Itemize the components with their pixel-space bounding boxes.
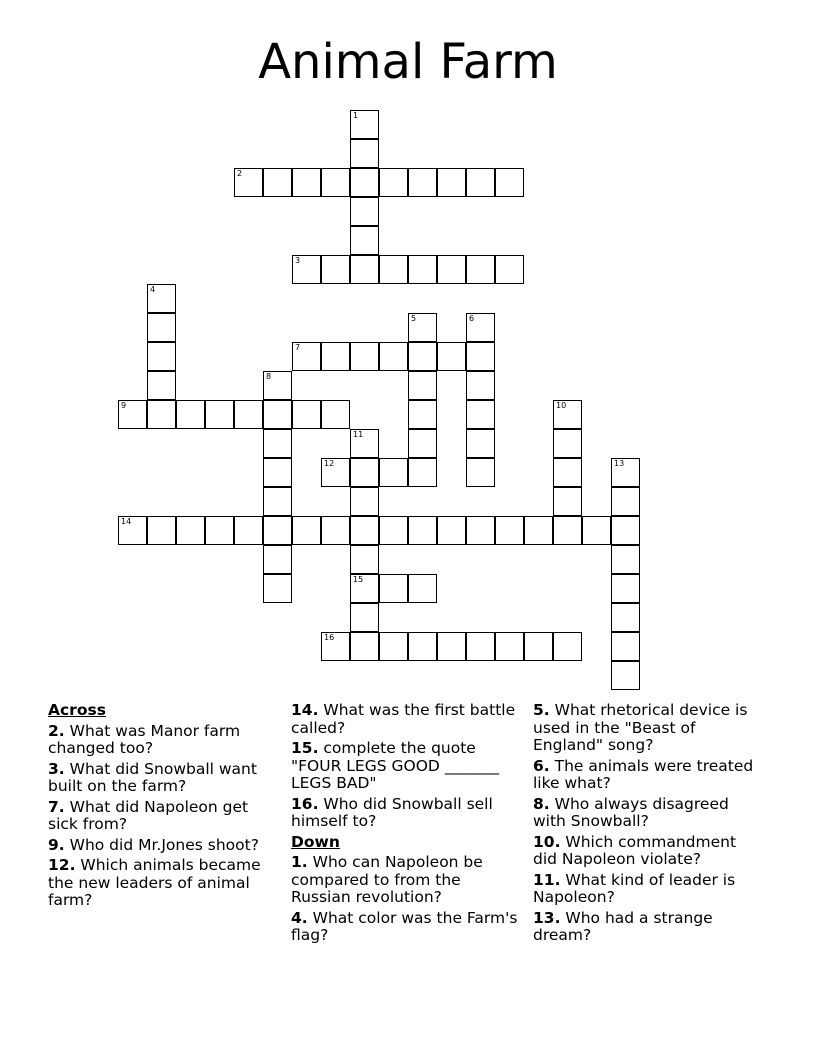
clue-text: Who always disagreed with Snowball?: [533, 794, 729, 830]
grid-cell[interactable]: [611, 545, 640, 574]
clue-item: [533, 834, 755, 869]
grid-cell[interactable]: [611, 632, 640, 661]
clue-number: 16: [324, 633, 335, 642]
clue-text: What kind of leader is Napoleon?: [533, 870, 736, 906]
grid-cell[interactable]: [292, 168, 321, 197]
grid-cell[interactable]: [408, 574, 437, 603]
grid-cell[interactable]: [118, 400, 147, 429]
clue-text: complete the quote "FOUR LEGS GOOD _______ LEGS BAD": [291, 739, 500, 792]
grid-cell[interactable]: [553, 632, 582, 661]
grid-cell[interactable]: [524, 516, 553, 545]
clue-num: 7.: [48, 797, 65, 816]
grid-cell[interactable]: [350, 110, 379, 139]
clue-text: What did Snowball want built on the farm?: [48, 759, 257, 795]
grid-cell[interactable]: [234, 168, 263, 197]
clue-num: 4.: [291, 908, 308, 927]
grid-cell[interactable]: [466, 458, 495, 487]
clue-item: [48, 723, 276, 758]
clue-item: [291, 910, 521, 945]
grid-cell[interactable]: [263, 429, 292, 458]
grid-cell[interactable]: [350, 197, 379, 226]
grid-cell[interactable]: [379, 516, 408, 545]
grid-cell[interactable]: [350, 603, 379, 632]
clue-number: 10: [556, 401, 567, 410]
grid-cell[interactable]: [321, 342, 350, 371]
clue-text: What was Manor farm changed too?: [48, 721, 241, 757]
grid-cell[interactable]: [437, 255, 466, 284]
clue-num: 3.: [48, 759, 65, 778]
grid-cell[interactable]: [118, 516, 147, 545]
grid-cell[interactable]: [495, 255, 524, 284]
grid-cell[interactable]: [147, 371, 176, 400]
clue-item: [533, 758, 755, 793]
clue-number: 7: [295, 343, 301, 352]
grid-cell[interactable]: [350, 139, 379, 168]
clue-text: What did Napoleon get sick from?: [48, 797, 249, 833]
grid-cell[interactable]: [408, 516, 437, 545]
clue-text: What color was the Farm's flag?: [291, 908, 518, 944]
grid-cell[interactable]: [321, 458, 350, 487]
grid-cell[interactable]: [379, 632, 408, 661]
grid-cell[interactable]: [379, 342, 408, 371]
grid-cell[interactable]: [611, 574, 640, 603]
clue-number: 1: [353, 111, 359, 120]
clue-item: [533, 796, 755, 831]
grid-cell[interactable]: [437, 516, 466, 545]
clue-text: The animals were treated like what?: [533, 756, 754, 792]
grid-cell[interactable]: [379, 574, 408, 603]
grid-cell[interactable]: [205, 516, 234, 545]
grid-cell[interactable]: [350, 516, 379, 545]
grid-cell[interactable]: [350, 574, 379, 603]
grid-cell[interactable]: [408, 632, 437, 661]
grid-cell[interactable]: [263, 487, 292, 516]
clue-num: 12.: [48, 856, 76, 874]
grid-cell[interactable]: [350, 226, 379, 255]
grid-cell[interactable]: [408, 168, 437, 197]
clue-item: [48, 837, 276, 855]
grid-cell[interactable]: [292, 342, 321, 371]
grid-cell[interactable]: [292, 516, 321, 545]
clue-item: [48, 799, 276, 834]
grid-cell[interactable]: [379, 458, 408, 487]
grid-cell[interactable]: [350, 255, 379, 284]
clue-num: 11.: [533, 870, 561, 889]
grid-cell[interactable]: [321, 168, 350, 197]
grid-cell[interactable]: [321, 255, 350, 284]
clues-column-3: [533, 702, 755, 948]
grid-cell[interactable]: [495, 516, 524, 545]
grid-cell[interactable]: [321, 632, 350, 661]
clue-item: [291, 854, 521, 907]
grid-cell[interactable]: [263, 400, 292, 429]
clue-item: [533, 702, 755, 755]
grid-cell[interactable]: [147, 516, 176, 545]
grid-cell[interactable]: [466, 516, 495, 545]
clue-number: 13: [614, 459, 625, 468]
page-title: Animal Farm: [258, 34, 558, 90]
grid-cell[interactable]: [234, 516, 263, 545]
grid-cell[interactable]: [321, 400, 350, 429]
clue-number: 5: [411, 314, 417, 323]
grid-cell[interactable]: [495, 632, 524, 661]
clue-number: 8: [266, 372, 272, 381]
grid-cell[interactable]: [466, 342, 495, 371]
grid-cell[interactable]: [437, 632, 466, 661]
clue-num: 16.: [291, 794, 319, 813]
clue-number: 15: [353, 575, 364, 584]
clue-num: 5.: [533, 701, 550, 719]
grid-cell[interactable]: [350, 429, 379, 458]
grid-cell[interactable]: [292, 255, 321, 284]
clue-item: [533, 872, 755, 907]
clue-text: Which animals became the new leaders of animal farm?: [48, 856, 261, 909]
clue-text: What was the first battle called?: [291, 701, 516, 737]
grid-cell[interactable]: [147, 284, 176, 313]
grid-cell[interactable]: [408, 313, 437, 342]
grid-cell[interactable]: [263, 458, 292, 487]
grid-cell[interactable]: [466, 371, 495, 400]
clue-num: 1.: [291, 853, 308, 871]
grid-cell[interactable]: [350, 458, 379, 487]
clue-item: [533, 910, 755, 945]
clue-number: 12: [324, 459, 335, 468]
clues-heading: Down: [291, 832, 340, 851]
clue-text: Which commandment did Napoleon violate?: [533, 832, 737, 868]
clue-item: [291, 796, 521, 831]
grid-cell[interactable]: [176, 400, 205, 429]
grid-cell[interactable]: [466, 429, 495, 458]
grid-cell[interactable]: [263, 574, 292, 603]
clue-num: 6.: [533, 756, 550, 775]
grid-cell[interactable]: [147, 313, 176, 342]
clue-num: 15.: [291, 739, 319, 757]
grid-cell[interactable]: [553, 487, 582, 516]
grid-cell[interactable]: [553, 516, 582, 545]
clue-number: 14: [121, 517, 132, 526]
grid-cell[interactable]: [437, 168, 466, 197]
clue-number: 3: [295, 256, 301, 265]
clue-text: Who had a strange dream?: [533, 908, 713, 944]
clue-number: 2: [237, 169, 243, 178]
grid-cell[interactable]: [408, 342, 437, 371]
grid-cell[interactable]: [611, 487, 640, 516]
grid-cell[interactable]: [611, 516, 640, 545]
clue-num: 13.: [533, 908, 561, 927]
grid-cell[interactable]: [350, 545, 379, 574]
clue-item: [48, 857, 276, 910]
grid-cell[interactable]: [350, 487, 379, 516]
grid-cell[interactable]: [524, 632, 553, 661]
grid-cell[interactable]: [466, 632, 495, 661]
clues-column-2: [291, 702, 521, 948]
grid-cell[interactable]: [611, 603, 640, 632]
grid-cell[interactable]: [495, 168, 524, 197]
grid-cell[interactable]: [611, 661, 640, 690]
grid-cell[interactable]: [408, 400, 437, 429]
grid-cell[interactable]: [263, 371, 292, 400]
clue-item: [48, 761, 276, 796]
grid-cell[interactable]: [147, 400, 176, 429]
clue-text: What rhetorical device is used in the "Beast of England" song?: [533, 701, 748, 754]
grid-cell[interactable]: [176, 516, 205, 545]
clue-num: 8.: [533, 794, 550, 813]
grid-cell[interactable]: [466, 255, 495, 284]
grid-cell[interactable]: [408, 429, 437, 458]
grid-cell[interactable]: [611, 458, 640, 487]
clue-text: Who did Snowball sell himself to?: [291, 794, 493, 830]
grid-cell[interactable]: [408, 255, 437, 284]
grid-cell[interactable]: [553, 458, 582, 487]
clue-text: Who can Napoleon be compared to from the Russian revolution?: [291, 853, 483, 906]
clue-number: 9: [121, 401, 127, 410]
clue-number: 6: [469, 314, 475, 323]
clue-number: 4: [150, 285, 156, 294]
grid-cell[interactable]: [292, 400, 321, 429]
grid-cell[interactable]: [379, 168, 408, 197]
clue-item: [291, 740, 521, 793]
grid-cell[interactable]: [234, 400, 263, 429]
clue-item: [291, 702, 521, 737]
grid-cell[interactable]: [263, 168, 292, 197]
grid-cell[interactable]: [553, 429, 582, 458]
grid-cell[interactable]: [408, 458, 437, 487]
grid-cell[interactable]: [205, 400, 234, 429]
clue-number: 11: [353, 430, 364, 439]
grid-cell[interactable]: [466, 400, 495, 429]
clue-num: 14.: [291, 701, 319, 719]
grid-cell[interactable]: [350, 168, 379, 197]
clues-column-1: [48, 702, 276, 913]
grid-cell[interactable]: [350, 632, 379, 661]
grid-cell[interactable]: [379, 255, 408, 284]
grid-cell[interactable]: [147, 342, 176, 371]
grid-cell[interactable]: [263, 516, 292, 545]
clue-num: 2.: [48, 721, 65, 740]
grid-cell[interactable]: [466, 313, 495, 342]
grid-cell[interactable]: [466, 168, 495, 197]
clue-num: 9.: [48, 835, 65, 854]
clue-text: Who did Mr.Jones shoot?: [64, 835, 259, 854]
grid-cell[interactable]: [408, 371, 437, 400]
clues-heading: Across: [48, 701, 106, 719]
clue-num: 10.: [533, 832, 561, 851]
grid-cell[interactable]: [437, 342, 466, 371]
grid-cell[interactable]: [350, 342, 379, 371]
grid-cell[interactable]: [553, 400, 582, 429]
grid-cell[interactable]: [582, 516, 611, 545]
grid-cell[interactable]: [263, 545, 292, 574]
grid-cell[interactable]: [321, 516, 350, 545]
